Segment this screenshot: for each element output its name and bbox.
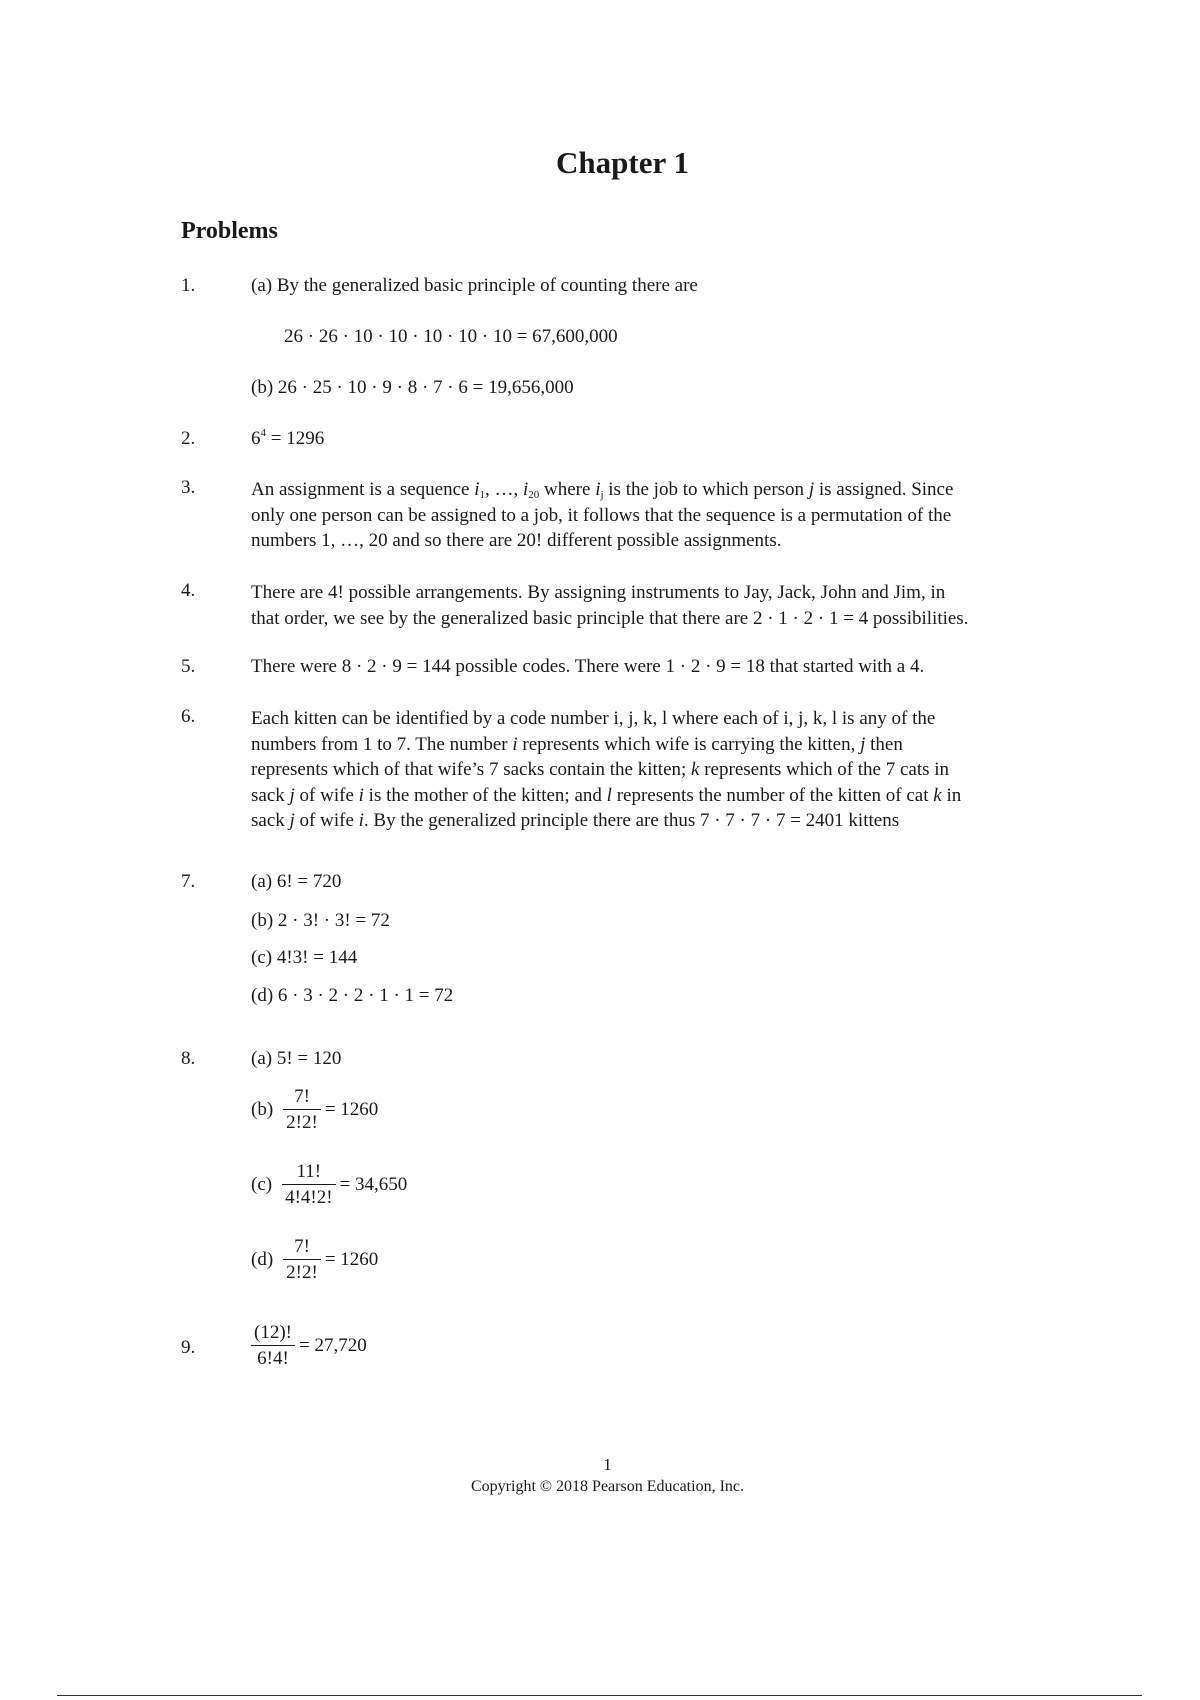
result: = 1296 (266, 428, 325, 449)
copyright-notice: Copyright © 2018 Pearson Education, Inc. (471, 1478, 744, 1495)
text-run: represents the number of the kitten of cat (611, 784, 934, 806)
problem-9-equation (247, 1322, 367, 1370)
fraction (283, 1086, 321, 1134)
problem-4-line-2: that order, we see by the generalized basic principle that there are 2 · 1 · 2 · 1 = 4 possibilities. (251, 607, 969, 629)
problem-4-line-1: There are 4! possible arrangements. By assigning instruments to Jay, Jack, John and Jim, in (251, 582, 946, 603)
problem-8d (251, 1236, 378, 1284)
text-run: represents which of the 7 cats in (699, 759, 950, 780)
var-k: k (691, 759, 700, 780)
fraction (283, 1236, 321, 1284)
var-i: i (358, 810, 364, 831)
problem-number-7: 7. (181, 871, 196, 892)
problem-number-9: 9. (181, 1337, 196, 1358)
part-label: (d) (251, 1249, 274, 1270)
problem-8c (251, 1161, 407, 1209)
numerator: 7! (283, 1236, 321, 1260)
problem-number-5: 5. (181, 656, 196, 677)
denominator: 2!2! (286, 1112, 318, 1133)
var-j: j (860, 733, 866, 755)
text-run: represents which wife is carrying the kitten, (517, 733, 861, 755)
result: = 1260 (324, 1099, 379, 1120)
problem-6-line-3 (251, 757, 1071, 783)
problem-3-text (251, 477, 1071, 554)
text-run: numbers from 1 to 7. The number (251, 733, 513, 755)
problem-number-2: 2. (181, 428, 196, 449)
var-i: i (522, 479, 529, 500)
text-run: in (941, 784, 962, 806)
numerator: (12)! (251, 1322, 295, 1346)
problem-number-3: 3. (181, 477, 196, 498)
result: = 34,650 (339, 1174, 408, 1195)
result: = 27,720 (298, 1335, 367, 1356)
problem-1b-equation: (b) 26 · 25 · 10 · 9 · 8 · 7 · 6 = 19,656,000 (251, 377, 574, 398)
problem-number-8: 8. (181, 1048, 196, 1069)
page-number: 1 (603, 1455, 612, 1474)
problem-8b (251, 1086, 378, 1134)
subscript: 20 (528, 489, 540, 501)
denominator: 2!2! (286, 1262, 318, 1283)
fraction (282, 1161, 335, 1209)
denominator: 4!4!2! (285, 1187, 333, 1208)
problem-1a-text: (a) By the generalized basic principle of counting there are (251, 275, 698, 296)
problem-6-line-5 (251, 808, 1071, 834)
var-l: l (606, 784, 612, 806)
problem-number-4: 4. (181, 580, 196, 601)
problem-5-text: There were 8 · 2 · 9 = 144 possible codes. There were 1 · 2 · 9 = 18 that started with a 4. (251, 656, 925, 677)
var-i: i (358, 784, 364, 806)
text-run: of wife (294, 810, 359, 831)
problem-2-equation (251, 428, 324, 450)
text-run: , …, (484, 479, 523, 500)
var-k: k (933, 784, 942, 806)
text-run: then (865, 733, 903, 755)
problem-number-1: 1. (181, 275, 196, 296)
text-run: is the mother of the kitten; and (363, 784, 607, 806)
problem-1a-equation: 26 · 26 · 10 · 10 · 10 · 10 · 10 = 67,600,000 (284, 326, 618, 347)
denominator: 6!4! (257, 1348, 289, 1369)
problem-7d: (d) 6 · 3 · 2 · 2 · 1 · 1 = 72 (251, 985, 454, 1006)
chapter-title: Chapter 1 (556, 145, 689, 180)
base: 6 (251, 428, 261, 449)
var-j: j (289, 784, 295, 806)
problem-4-text (251, 580, 1071, 631)
var-i: i (474, 479, 480, 500)
text-run: represents which of that wife’s 7 sacks contain the kitten; (251, 759, 692, 780)
exponent: 4 (260, 427, 266, 439)
text-run: where (539, 479, 596, 500)
problem-6-line-2 (251, 732, 1071, 758)
var-i: i (595, 479, 601, 500)
problem-3-line-3: numbers 1, …, 20 and so there are 20! different possible assignments. (251, 530, 782, 551)
text-run: sack (251, 784, 290, 806)
problem-7b: (b) 2 · 3! · 3! = 72 (251, 910, 390, 931)
text-run: An assignment is a sequence (251, 479, 475, 500)
problem-7a: (a) 6! = 720 (251, 871, 342, 892)
section-heading: Problems (181, 218, 278, 244)
subscript: j (600, 489, 604, 501)
result: = 1260 (324, 1249, 379, 1270)
var-i: i (512, 733, 518, 755)
bottom-divider (57, 1695, 1142, 1696)
fraction (251, 1322, 295, 1370)
problem-6-line-4 (251, 783, 1071, 809)
subscript: 1 (479, 489, 485, 501)
numerator: 11! (282, 1161, 335, 1185)
var-j: j (289, 810, 295, 831)
problem-3-line-1 (251, 477, 1071, 503)
var-j: j (808, 479, 815, 500)
part-label: (c) (251, 1174, 273, 1195)
text-run: is the job to which person (603, 479, 809, 500)
problem-6-line-1: Each kitten can be identified by a code number i, j, k, l where each of i, j, k, l is any of the (251, 708, 936, 729)
text-run: of wife (294, 784, 359, 806)
text-run: . By the generalized principle there are thus 7 · 7 · 7 · 7 = 2401 kittens (363, 810, 900, 831)
numerator: 7! (283, 1086, 321, 1110)
problem-6-text (251, 706, 1071, 834)
part-label: (b) (251, 1099, 274, 1120)
problem-number-6: 6. (181, 706, 196, 727)
text-run: sack (251, 810, 290, 831)
problem-8a: (a) 5! = 120 (251, 1048, 342, 1069)
text-run: is assigned. Since (814, 479, 954, 500)
problem-7c: (c) 4!3! = 144 (251, 947, 358, 968)
problem-3-line-2: only one person can be assigned to a job, it follows that the sequence is a permutation of the (251, 504, 952, 526)
